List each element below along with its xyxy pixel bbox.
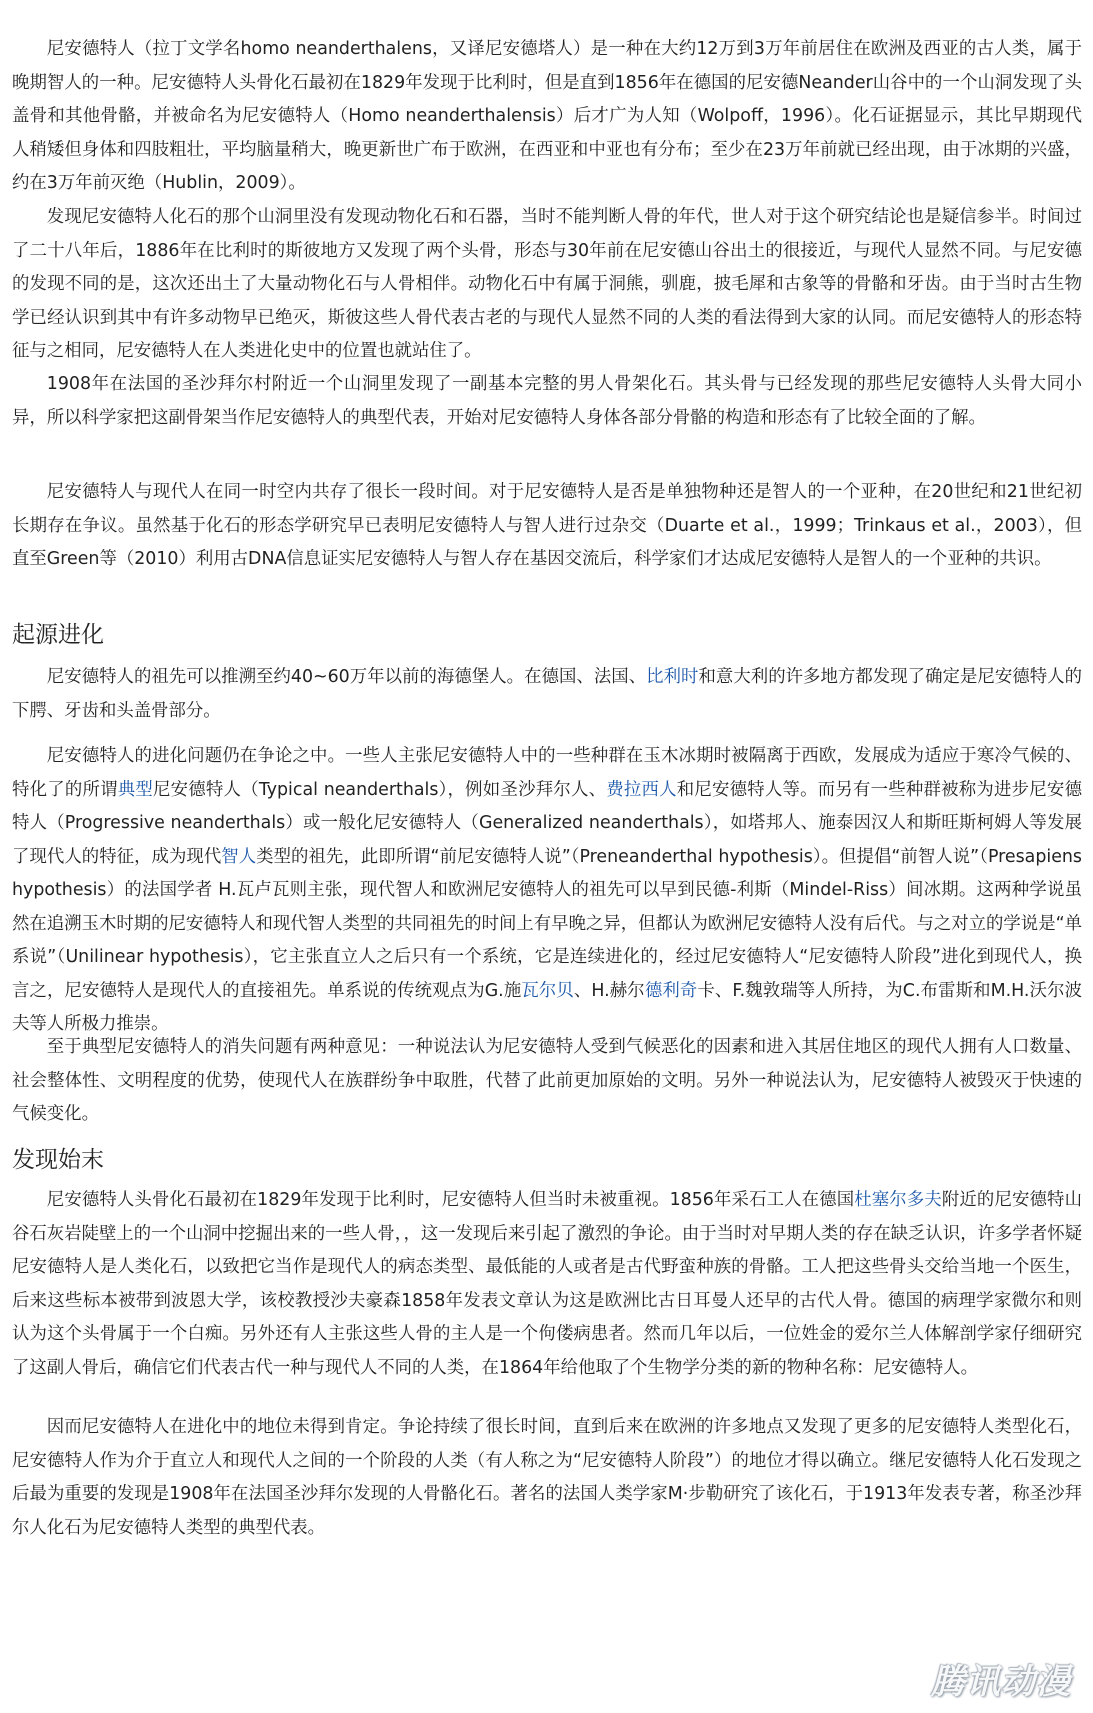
text-run: 和尼安德特人等。而另有一些种群被称为进步尼安德特人（Progressive neanderthals）或一般化尼安德特人（Generalized neanderthals），如塔邦人、施泰因汉人和斯旺斯柯姆人等发展了现代人的特征，成为现代	[12, 779, 1082, 867]
link-schwalbe[interactable]: 瓦尔贝	[521, 980, 574, 1001]
paragraph-disappearance: 至于典型尼安德特人的消失问题有两种意见：一种说法认为尼安德特人受到气候恶化的因素和进入其居住地区的现代人拥有人口数量、社会整体性、文明程度的优势，使现代人在族群纷争中取胜，代替了此前更加原始的文明。另外一种说法认为，尼安德特人被毁灭于快速的气候变化。	[12, 1037, 1082, 1124]
paragraph-subspecies: 尼安德特人与现代人在同一时空内共存了很长一段时间。对于尼安德特人是否是单独物种还是智人的一个亚种，在20世纪和21世纪初长期存在争议。虽然基于化石的形态学研究早已表明尼安德特人与智人进行过杂交（Duarte et al.，1999；Trinkaus et al.，2003），但直至Green等（2010）利用古DNA信息证实尼安德特人与智人存在基因交流后，科学家们才达成尼安德特人是智人的一个亚种的共识。	[12, 482, 1082, 569]
section-heading-origin: 起源进化	[12, 622, 104, 648]
paragraph-spy-discovery: 发现尼安德特人化石的那个山洞里没有发现动物化石和石器，当时不能判断人骨的年代，世人对于这个研究结论也是疑信参半。时间过了二十八年后，1886年在比利时的斯彼地方又发现了两个头骨，形态与30年前在尼安德山谷出土的很接近，与现代人显然不同。与尼安德的发现不同的是，这次还出土了大量动物化石与人骨相伴。动物化石中有属于洞熊，驯鹿，披毛犀和古象等的骨骼和牙齿。由于当时古生物学已经认识到其中有许多动物早已绝灭，斯彼这些人骨代表古老的与现代人显然不同的人类的看法得到大家的认同。而尼安德特人的形态特征与之相同，尼安德特人在人类进化史中的位置也就站住了。	[12, 207, 1082, 361]
text-run: 尼安德特人的祖先可以推溯至约40~60万年以前的海德堡人。在德国、法国、	[46, 667, 647, 687]
text-run: 尼安德特人的进化问题仍在争论之中。一些人主张尼安德特人中的一些种群在玉木冰期时被隔离于西欧，发展成为适应于寒冷气候的、特化了的所谓	[12, 746, 1082, 800]
paragraph-la-chapelle: 1908年在法国的圣沙拜尔村附近一个山洞里发现了一副基本完整的男人骨架化石。其头骨与已经发现的那些尼安德特人头骨大同小异，所以科学家把这副骨架当作尼安德特人的典型代表，开始对尼安德特人身体各部分骨骼的构造和形态有了比较全面的了解。	[12, 374, 1082, 428]
text-run: 类型的祖先，此即所谓“前尼安德特人说”（Preneanderthal hypothesis）。但提倡“前智人说”（Presapiens hypothesis）的法国学者 H.瓦卢瓦则主张，现代智人和欧洲尼安德特人的祖先可以早到民德-利斯（Mindel-Riss）间冰期。这两种学说虽然在追溯玉木时期的尼安德特人和现代智人类型的共同祖先的时间上有早晚之异，但都认为欧洲尼安德特人没有后代。与之对立的学说是“单系说”（Unilinear hypothesis），它主张直立人之后只有一个系统，它是连续进化的，经过尼安德特人“尼安德特人阶段”进化到现代人，换言之，尼安德特人是现代人的直接祖先。单系说的传统观点为G.施	[12, 846, 1082, 1001]
paragraph-evolution-debate	[12, 740, 1082, 1042]
link-belgium[interactable]: 比利时	[646, 667, 699, 687]
paragraph-intro: 尼安德特人（拉丁文学名homo neanderthalens，又译尼安德塔人）是一种在大约12万到3万年前居住在欧洲及西亚的古人类，属于晚期智人的一种。尼安德特人头骨化石最初在1829年发现于比利时，但是直到1856年在德国的尼安德Neander山谷中的一个山洞发现了头盖骨和其他骨骼，并被命名为尼安德特人（Homo neanderthalensis）后才广为人知（Wolpoff，1996）。化石证据显示，其比早期现代人稍矮但身体和四肢粗壮，平均脑量稍大，晚更新世广布于欧洲，在西亚和中亚也有分布；至少在23万年前就已经出现，由于冰期的兴盛，约在3万年前灭绝（Hublin，2009）。	[12, 39, 1082, 193]
section-heading-discovery: 发现始末	[12, 1147, 104, 1173]
text-run: 卡、F.魏敦瑞等人所持，为C.布雷斯和M.H.沃尔波夫等人所极力推崇。	[12, 980, 1082, 1034]
link-homo-sapiens[interactable]: 智人	[221, 846, 257, 867]
link-typical[interactable]: 典型	[117, 779, 154, 800]
link-dusseldorf[interactable]: 杜塞尔多夫	[854, 1190, 942, 1210]
text-run: 尼安德特人（Typical neanderthals），例如圣沙拜尔人、	[153, 779, 607, 800]
text-run: 尼安德特人头骨化石最初在1829年发现于比利时，尼安德特人但当时未被重视。1856年采石工人在德国	[46, 1190, 855, 1210]
text-run: 附近的尼安德特山谷石灰岩陡壁上的一个山洞中挖掘出来的一些人骨，，这一发现后来引起了激烈的争论。由于当时对早期人类的存在缺乏认识，许多学者怀疑尼安德特人是人类化石，以致把它当作是现代人的病态类型、最低能的人或者是古代野蛮种族的骨骼。工人把这些骨头交给当地一个医生，后来这些标本被带到波恩大学，该校教授沙夫豪森1858年发表文章认为这是欧洲比古日耳曼人还早的古代人骨。德国的病理学家微尔和则认为这个头骨属于一个白痴。另外还有人主张这些人骨的主人是一个佝偻病患者。然而几年以后，一位姓金的爱尔兰人体解剖学家仔细研究了这副人骨后，确信它们代表古代一种与现代人不同的人类，在1864年给他取了个生物学分类的新的物种名称：尼安德特人。	[12, 1190, 1082, 1378]
paragraph-discovery-history	[12, 1184, 1082, 1385]
text-run: 和意大利的许多地方都发现了确定是尼安德特人的下腭、牙齿和头盖骨部分。	[12, 667, 1082, 721]
paragraph-status-established: 因而尼安德特人在进化中的地位未得到肯定。争论持续了很长时间，直到后来在欧洲的许多地点又发现了更多的尼安德特人类型化石，尼安德特人作为介于直立人和现代人之间的一个阶段的人类（有人称之为“尼安德特人阶段”）的地位才得以确立。继尼安德特人化石发现之后最为重要的发现是1908年在法国圣沙拜尔发现的人骨骼化石。著名的法国人类学家M·步勒研究了该化石，于1913年发表专著，称圣沙拜尔人化石为尼安德特人类型的典型代表。	[12, 1417, 1082, 1538]
link-hrdlicka[interactable]: 德利奇	[644, 980, 698, 1001]
paragraph-ancestor	[12, 661, 1082, 728]
link-ferrassie[interactable]: 费拉西人	[606, 779, 677, 800]
watermark-logo: 腾讯动漫	[931, 1662, 1071, 1702]
text-run: 、H.赫尔	[573, 980, 645, 1001]
